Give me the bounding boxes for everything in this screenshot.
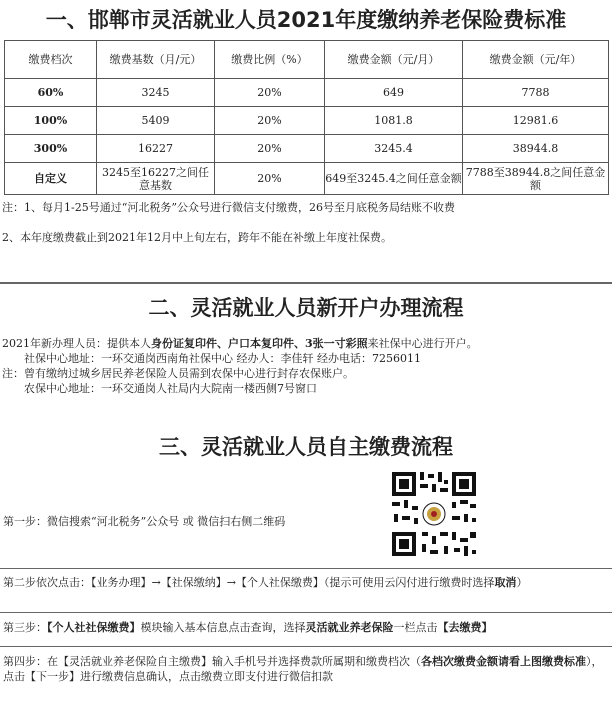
table-cell: 5409 <box>97 107 215 135</box>
step-text-bold: 【去缴费】 <box>437 621 493 634</box>
divider <box>0 282 612 284</box>
table-row <box>5 79 609 107</box>
step-text: 第四步：在【灵活就业养老保险自主缴费】输入手机号并选择费款所属期和缴费档次（ <box>3 655 421 668</box>
table-header: 缴费档次 <box>5 41 97 79</box>
section-3-title: 三、灵活就业人员自主缴费流程 <box>159 435 453 459</box>
table-row <box>5 107 609 135</box>
table-header: 缴费金额（元/月） <box>325 41 463 79</box>
table-cell: 自定义 <box>5 163 97 195</box>
table-cell: 60% <box>5 79 97 107</box>
social-center-address: 社保中心地址：一环交通岗西南角社保中心 经办人：李佳轩 经办电话：7256011 <box>24 352 421 365</box>
divider <box>0 568 612 569</box>
table-cell: 38944.8 <box>463 135 609 163</box>
section-2 <box>0 286 612 396</box>
open-account-line <box>0 336 612 351</box>
table-row <box>5 163 609 195</box>
divider <box>0 646 612 647</box>
step-text: 第三步： <box>3 621 47 634</box>
fee-table <box>4 40 609 195</box>
table-header-row <box>5 41 609 79</box>
step-2 <box>0 575 604 590</box>
table-row <box>5 135 609 163</box>
table-cell: 3245.4 <box>325 135 463 163</box>
table-cell: 20% <box>215 79 325 107</box>
line-text: 来社保中心进行开户。 <box>367 337 478 350</box>
table-header: 缴费基数（月/元） <box>97 41 215 79</box>
section-2-title: 二、灵活就业人员新开户办理流程 <box>148 296 464 320</box>
section-1-title: 一、邯郸市灵活就业人员2021年度缴纳养老保险费标准 <box>45 8 567 32</box>
table-cell: 1081.8 <box>325 107 463 135</box>
table-cell: 300% <box>5 135 97 163</box>
table-cell: 20% <box>215 135 325 163</box>
table-cell: 20% <box>215 163 325 195</box>
line-text-bold: 身份证复印件、户口本复印件、3张一寸彩照 <box>151 337 368 350</box>
table-cell: 649至3245.4之间任意金额 <box>325 163 463 195</box>
line-text: 2021年新办理人员：提供本人 <box>2 337 151 350</box>
step-text: ） <box>516 576 528 589</box>
table-header: 缴费金额（元/年） <box>463 41 609 79</box>
step-3 <box>0 620 604 635</box>
rural-center-address: 农保中心地址：一环交通岗人社局内大院南一楼西侧7号窗口 <box>24 382 317 395</box>
step-text: ），点击【下一步】进行缴费信息确认，点击缴费立即支付进行微信扣款 <box>3 655 603 683</box>
step-text: 第二步依次点击：【业务办理】→【社保缴纳】→【个人社保缴费】（提示可使用云闪付进行缴费时选择 <box>3 576 495 589</box>
table-cell: 3245至16227之间任意基数 <box>97 163 215 195</box>
table-cell: 16227 <box>97 135 215 163</box>
table-cell: 3245 <box>97 79 215 107</box>
table-header: 缴费比例（%） <box>215 41 325 79</box>
step-text-bold: 取消 <box>494 576 517 589</box>
step-text-bold: 【个人社社保缴费】 <box>47 621 141 634</box>
table-cell: 12981.6 <box>463 107 609 135</box>
rural-insurance-note: 注：曾有缴纳过城乡居民养老保险人员需到农保中心进行封存农保账户。 <box>2 367 354 380</box>
table-cell: 100% <box>5 107 97 135</box>
step-4 <box>0 654 604 684</box>
table-cell: 649 <box>325 79 463 107</box>
step-text-bold: 各档次缴费金额请看上图缴费标准 <box>421 655 586 668</box>
step-1: 第一步：微信搜索“河北税务”公众号 或 微信扫右侧二维码 <box>3 515 286 528</box>
table-cell: 20% <box>215 107 325 135</box>
table-cell: 7788 <box>463 79 609 107</box>
step-text: 一栏点击 <box>393 621 438 634</box>
note-1: 注：1、每月1-25号通过“河北税务”公众号进行微信支付缴费，26号至月底税务局结账不收费 <box>2 201 455 214</box>
section-1 <box>0 0 612 246</box>
table-cell: 7788至38944.8之间任意金额 <box>463 163 609 195</box>
step-text: 模块输入基本信息点击查询，选择 <box>140 621 306 634</box>
step-text-bold: 灵活就业养老保险 <box>305 621 394 634</box>
note-2: 2、本年度缴费截止到2021年12月中上旬左右，跨年不能在补缴上年度社保费。 <box>2 231 392 244</box>
divider <box>0 612 612 613</box>
